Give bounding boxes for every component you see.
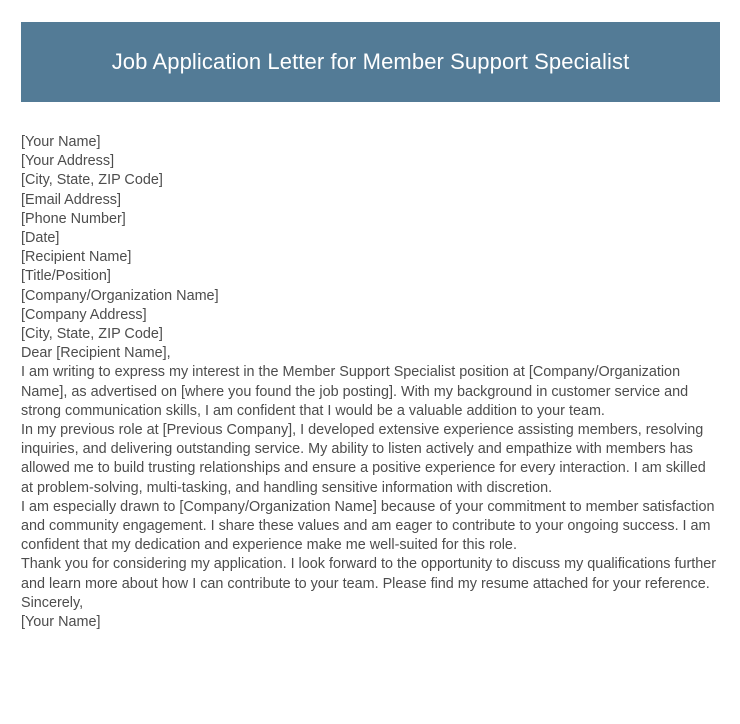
- closing-salutation: Sincerely,: [21, 594, 84, 611]
- recipient-line: [City, State, ZIP Code]: [21, 326, 163, 343]
- recipient-line: [Company/Organization Name]: [21, 287, 219, 304]
- sender-line: [Phone Number]: [21, 210, 126, 227]
- signature-name: [Your Name]: [21, 614, 101, 631]
- recipient-line: [Title/Position]: [21, 268, 111, 285]
- recipient-line: [Recipient Name]: [21, 249, 132, 266]
- sender-line: [Your Address]: [21, 153, 115, 170]
- document-title: Job Application Letter for Member Support Specialist: [111, 48, 630, 74]
- letter-body: [21, 133, 721, 632]
- sender-line: [Your Name]: [21, 134, 101, 150]
- sender-line: [City, State, ZIP Code]: [21, 172, 163, 189]
- body-paragraph: In my previous role at [Previous Company], I developed extensive experience assisting members, resolving inquiries, and delivering outstanding service. My ability to listen actively and empathize with members has allowed me to build trusting relationships and ensure a positive experience for every interaction. I am skilled at problem-solving, multi-tasking, and handling sensitive information with discretion.: [21, 422, 706, 496]
- salutation: Dear [Recipient Name],: [21, 345, 171, 362]
- recipient-address-block: [21, 248, 721, 344]
- sender-address-block: [21, 133, 721, 248]
- document-header-banner: [21, 22, 720, 102]
- sender-line: [Email Address]: [21, 191, 121, 208]
- body-paragraph: I am writing to express my interest in the Member Support Specialist position at [Company/Organization Name], as advertised on [where you found the job posting]. With my background in customer service and strong communication skills, I am confident that I would be a valuable addition to your team.: [21, 364, 689, 419]
- sender-line: [Date]: [21, 230, 60, 247]
- body-paragraph: I am especially drawn to [Company/Organization Name] because of your commitment to member satisfaction and community engagement. I share these values and am eager to contribute to your ongoing success. I am confident that my dedication and experience make me well-suited for this role.: [21, 498, 715, 554]
- body-paragraph: Thank you for considering my application. I look forward to the opportunity to discuss my qualifications further and learn more about how I can contribute to your team. Please find my resume attached for your reference.: [21, 556, 717, 592]
- recipient-line: [Company Address]: [21, 306, 147, 323]
